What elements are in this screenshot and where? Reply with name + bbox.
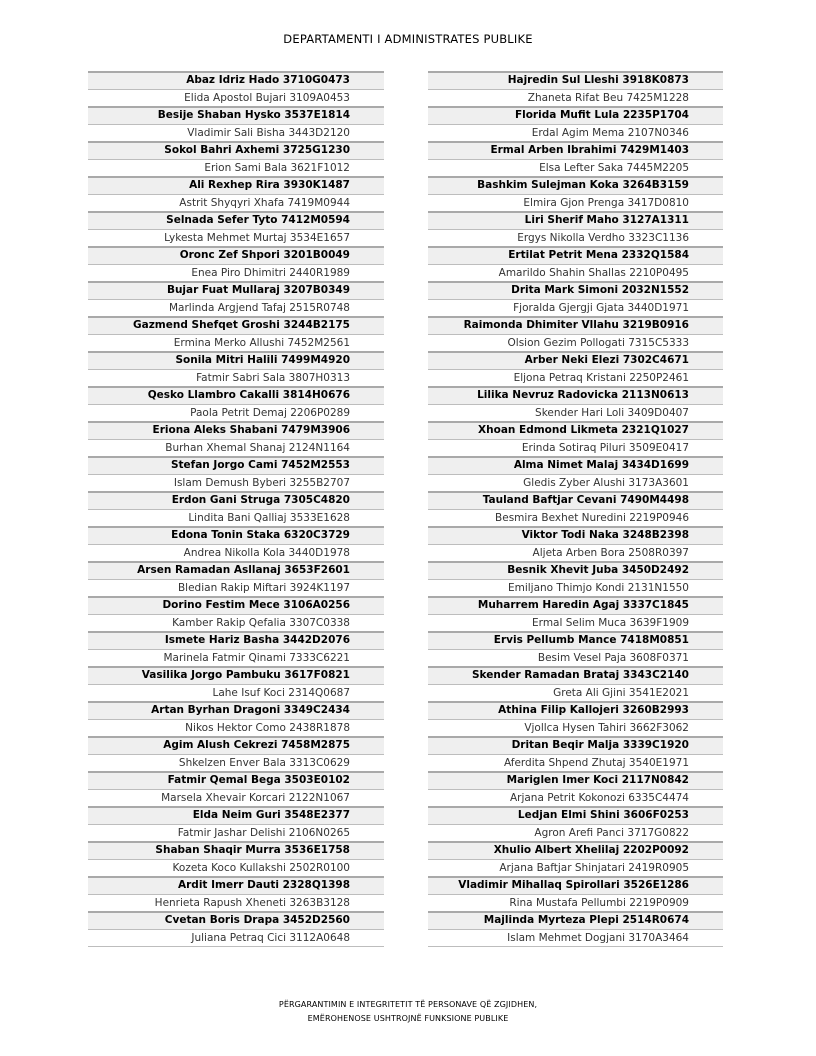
list-item: Bujar Fuat Mullaraj 3207B0349 — [88, 281, 384, 299]
list-item: Vladimir Mihallaq Spirollari 3526E1286 — [428, 876, 723, 894]
list-item: Skender Ramadan Brataj 3343C2140 — [428, 666, 723, 684]
list-item: Astrit Shyqyri Xhafa 7419M0944 — [88, 194, 384, 212]
page-title: DEPARTAMENTI I ADMINISTRATES PUBLIKE — [283, 32, 533, 46]
list-item: Islam Demush Byberi 3255B2707 — [88, 474, 384, 492]
list-item: Sonila Mitri Halili 7499M4920 — [88, 351, 384, 369]
list-item: Cvetan Boris Drapa 3452D2560 — [88, 911, 384, 929]
footer-line-1: PËRGARANTIMIN E INTEGRITETIT TË PERSONAVE QË ZGJIDHEN, — [278, 1000, 538, 1009]
list-item: Bledian Rakip Miftari 3924K1197 — [88, 579, 384, 597]
list-item: Besmira Bexhet Nuredini 2219P0946 — [428, 509, 723, 527]
list-item: Artan Byrhan Dragoni 3349C2434 — [88, 701, 384, 719]
list-item: Vasilika Jorgo Pambuku 3617F0821 — [88, 666, 384, 684]
footer-line-2: EMËROHENOSE USHTROJNË FUNKSIONE PUBLIKE — [307, 1014, 509, 1023]
list-item: Lilika Nevruz Radovicka 2113N0613 — [428, 386, 723, 404]
list-item: Arjana Petrit Kokonozi 6335C4474 — [428, 789, 723, 807]
list-item: Ergys Nikolla Verdho 3323C1136 — [428, 229, 723, 247]
list-item: Xhulio Albert Xhelilaj 2202P0092 — [428, 841, 723, 859]
list-item: Arber Neki Elezi 7302C4671 — [428, 351, 723, 369]
list-item: Ali Rexhep Rira 3930K1487 — [88, 176, 384, 194]
list-item: Alma Nimet Malaj 3434D1699 — [428, 456, 723, 474]
list-item: Oronc Zef Shpori 3201B0049 — [88, 246, 384, 264]
list-item: Besije Shaban Hysko 3537E1814 — [88, 106, 384, 124]
list-item: Eljona Petraq Kristani 2250P2461 — [428, 369, 723, 387]
list-item: Ardit Imerr Dauti 2328Q1398 — [88, 876, 384, 894]
list-item: Xhoan Edmond Likmeta 2321Q1027 — [428, 421, 723, 439]
list-item: Ermal Selim Muca 3639F1909 — [428, 614, 723, 632]
footer-note — [0, 998, 816, 1026]
list-item: Vjollca Hysen Tahiri 3662F3062 — [428, 719, 723, 737]
list-item: Zhaneta Rifat Beu 7425M1228 — [428, 89, 723, 107]
list-item: Abaz Idriz Hado 3710G0473 — [88, 71, 384, 89]
list-item: Erinda Sotiraq Piluri 3509E0417 — [428, 439, 723, 457]
list-item: Viktor Todi Naka 3248B2398 — [428, 526, 723, 544]
list-item: Dorino Festim Mece 3106A0256 — [88, 596, 384, 614]
list-item: Juliana Petraq Cici 3112A0648 — [88, 929, 384, 947]
list-item: Ismete Hariz Basha 3442D2076 — [88, 631, 384, 649]
list-item: Fatmir Qemal Bega 3503E0102 — [88, 771, 384, 789]
list-item: Ledjan Elmi Shini 3606F0253 — [428, 806, 723, 824]
list-item: Andrea Nikolla Kola 3440D1978 — [88, 544, 384, 562]
list-item: Athina Filip Kallojeri 3260B2993 — [428, 701, 723, 719]
list-item: Henrieta Rapush Xheneti 3263B3128 — [88, 894, 384, 912]
list-item: Greta Ali Gjini 3541E2021 — [428, 684, 723, 702]
list-item: Muharrem Haredin Agaj 3337C1845 — [428, 596, 723, 614]
list-item: Erdal Agim Mema 2107N0346 — [428, 124, 723, 142]
list-item: Shaban Shaqir Murra 3536E1758 — [88, 841, 384, 859]
list-item: Raimonda Dhimiter Vllahu 3219B0916 — [428, 316, 723, 334]
left-name-list — [88, 71, 384, 947]
list-item: Skender Hari Loli 3409D0407 — [428, 404, 723, 422]
list-item: Hajredin Sul Lleshi 3918K0873 — [428, 71, 723, 89]
list-item: Amarildo Shahin Shallas 2210P0495 — [428, 264, 723, 282]
list-item: Sokol Bahri Axhemi 3725G1230 — [88, 141, 384, 159]
list-item: Marsela Xhevair Korcari 2122N1067 — [88, 789, 384, 807]
list-item: Olsion Gezim Pollogati 7315C5333 — [428, 334, 723, 352]
list-item: Islam Mehmet Dogjani 3170A3464 — [428, 929, 723, 947]
list-item: Erdon Gani Struga 7305C4820 — [88, 491, 384, 509]
list-item: Tauland Baftjar Cevani 7490M4498 — [428, 491, 723, 509]
list-item: Kozeta Koco Kullakshi 2502R0100 — [88, 859, 384, 877]
right-name-list — [428, 71, 723, 947]
list-item: Elda Neim Guri 3548E2377 — [88, 806, 384, 824]
list-item: Arsen Ramadan Asllanaj 3653F2601 — [88, 561, 384, 579]
list-item: Selnada Sefer Tyto 7412M0594 — [88, 211, 384, 229]
list-item: Lindita Bani Qalliaj 3533E1628 — [88, 509, 384, 527]
list-item: Lahe Isuf Koci 2314Q0687 — [88, 684, 384, 702]
list-item: Majlinda Myrteza Plepi 2514R0674 — [428, 911, 723, 929]
list-item: Agron Arefi Panci 3717G0822 — [428, 824, 723, 842]
list-item: Arjana Baftjar Shinjatari 2419R0905 — [428, 859, 723, 877]
list-item: Paola Petrit Demaj 2206P0289 — [88, 404, 384, 422]
list-item: Stefan Jorgo Cami 7452M2553 — [88, 456, 384, 474]
list-item: Drita Mark Simoni 2032N1552 — [428, 281, 723, 299]
list-item: Marlinda Argjend Tafaj 2515R0748 — [88, 299, 384, 317]
list-item: Besnik Xhevit Juba 3450D2492 — [428, 561, 723, 579]
column-end-rule — [88, 946, 384, 947]
list-item: Fatmir Sabri Sala 3807H0313 — [88, 369, 384, 387]
column-end-rule — [428, 946, 723, 947]
list-item: Enea Piro Dhimitri 2440R1989 — [88, 264, 384, 282]
list-item: Vladimir Sali Bisha 3443D2120 — [88, 124, 384, 142]
list-item: Agim Alush Cekrezi 7458M2875 — [88, 736, 384, 754]
list-item: Dritan Beqir Malja 3339C1920 — [428, 736, 723, 754]
list-item: Edona Tonin Staka 6320C3729 — [88, 526, 384, 544]
list-item: Fjoralda Gjergji Gjata 3440D1971 — [428, 299, 723, 317]
list-item: Emiljano Thimjo Kondi 2131N1550 — [428, 579, 723, 597]
list-item: Elsa Lefter Saka 7445M2205 — [428, 159, 723, 177]
list-item: Qesko Llambro Cakalli 3814H0676 — [88, 386, 384, 404]
list-item: Ervis Pellumb Mance 7418M0851 — [428, 631, 723, 649]
list-item: Shkelzen Enver Bala 3313C0629 — [88, 754, 384, 772]
list-item: Kamber Rakip Qefalia 3307C0338 — [88, 614, 384, 632]
list-item: Rina Mustafa Pellumbi 2219P0909 — [428, 894, 723, 912]
list-item: Bashkim Sulejman Koka 3264B3159 — [428, 176, 723, 194]
list-item: Marinela Fatmir Qinami 7333C6221 — [88, 649, 384, 667]
list-item: Burhan Xhemal Shanaj 2124N1164 — [88, 439, 384, 457]
list-item: Besim Vesel Paja 3608F0371 — [428, 649, 723, 667]
list-item: Eriona Aleks Shabani 7479M3906 — [88, 421, 384, 439]
list-item: Mariglen Imer Koci 2117N0842 — [428, 771, 723, 789]
list-item: Ermina Merko Allushi 7452M2561 — [88, 334, 384, 352]
list-item: Elida Apostol Bujari 3109A0453 — [88, 89, 384, 107]
list-item: Gledis Zyber Alushi 3173A3601 — [428, 474, 723, 492]
list-item: Liri Sherif Maho 3127A1311 — [428, 211, 723, 229]
list-item: Elmira Gjon Prenga 3417D0810 — [428, 194, 723, 212]
list-item: Aljeta Arben Bora 2508R0397 — [428, 544, 723, 562]
list-item: Aferdita Shpend Zhutaj 3540E1971 — [428, 754, 723, 772]
list-item: Ertilat Petrit Mena 2332Q1584 — [428, 246, 723, 264]
list-item: Fatmir Jashar Delishi 2106N0265 — [88, 824, 384, 842]
list-item: Ermal Arben Ibrahimi 7429M1403 — [428, 141, 723, 159]
list-item: Gazmend Shefqet Groshi 3244B2175 — [88, 316, 384, 334]
list-item: Nikos Hektor Como 2438R1878 — [88, 719, 384, 737]
list-item: Erion Sami Bala 3621F1012 — [88, 159, 384, 177]
list-item: Lykesta Mehmet Murtaj 3534E1657 — [88, 229, 384, 247]
list-item: Florida Mufit Lula 2235P1704 — [428, 106, 723, 124]
